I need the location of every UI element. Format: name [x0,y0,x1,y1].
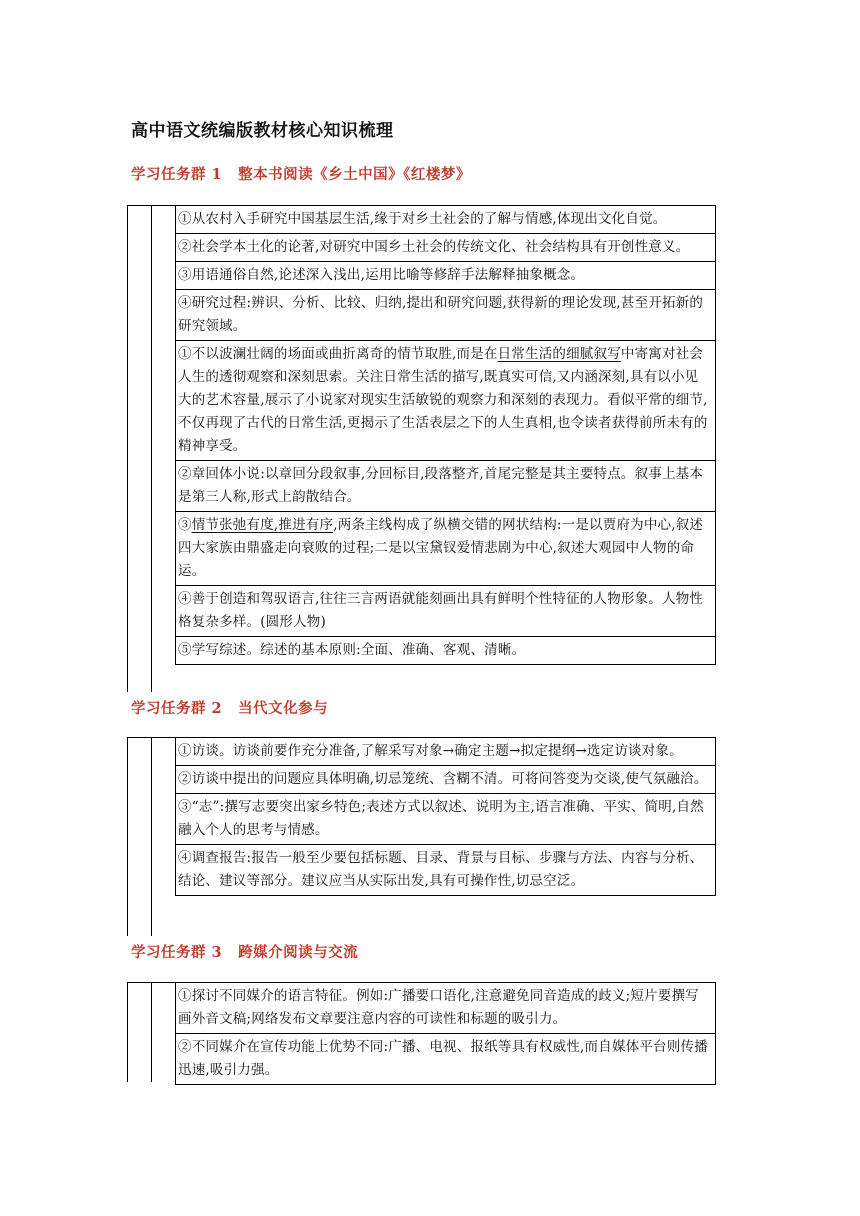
table-row: ③情节张弛有度,推进有序,两条主线构成了纵横交错的网状结构:一是以贾府为中心,叙述四大家族由鼎盛走向衰败的过程;二是以宝黛钗爱情悲剧为中心,叙述大观园中人物的命运。 [176,511,715,585]
table-row: ①探讨不同媒介的语言特征。例如:广播要口语化,注意避免同音造成的歧义;短片要撰写画外音文稿;网络发布文章要注意内容的可读性和标题的吸引力。 [178,988,699,1027]
table-row: ①从农村入手研究中国基层生活,缘于对乡土社会的了解与情感,体现出文化自觉。 [178,211,667,227]
table-row: ②访谈中提出的问题应具体明确,切忌笼统、含糊不清。可将问答变为交谈,使气氛融洽。 [176,765,715,793]
page-title: 高中语文统编版教材核心知识梳理 [131,121,394,141]
section-heading-2 [131,697,328,718]
table-row: ②章回体小说:以章回分段叙事,分回标目,段落整齐,首尾完整是其主要特点。叙事上基本是第三人称,形式上韵散结合。 [176,460,715,511]
table-row: ②不同媒介在宣传功能上优势不同:广播、电视、报纸等具有权威性,而自媒体平台则传播迅速,吸引力强。 [176,1033,715,1084]
knowledge-table-1 [127,205,716,692]
section-number: 学习任务群 1 [131,166,223,183]
underlined-phrase: 情节张弛有度,推进有序 [191,517,334,533]
table-row: ④善于创造和驾驭语言,往往三言两语就能刻画出具有鲜明个性特征的人物形象。人物性格复杂多样。(圆形人物) [176,585,715,636]
table-row: ④研究过程:辨识、分析、比较、归纳,提出和研究问题,获得新的理论发现,甚至开拓新的研究领域。 [176,289,715,340]
section-number: 学习任务群 3 [131,944,223,961]
knowledge-table-3 [127,982,716,1082]
table-row: ⑤学写综述。综述的基本原则:全面、准确、客观、清晰。 [176,636,715,664]
section-name: 当代文化参与 [238,700,329,717]
underlined-phrase: 日常生活的细腻叙写 [497,346,621,362]
section-number: 学习任务群 2 [131,700,223,717]
table-row: ③“志”:撰写志要突出家乡特色;表述方式以叙述、说明为主,语言准确、平实、简明,自然融入个人的思考与情感。 [176,793,715,844]
table-row: ③用语通俗自然,论述深入浅出,运用比喻等修辞手法解释抽象概念。 [176,261,715,289]
section-name: 跨媒介阅读与交流 [238,944,359,961]
section-heading-3 [131,941,358,962]
table-row: ②社会学本土化的论著,对研究中国乡土社会的传统文化、社会结构具有开创性意义。 [176,233,715,261]
knowledge-table-2 [127,737,716,936]
table-row: ④调查报告:报告一般至少要包括标题、目录、背景与目标、步骤与方法、内容与分析、结论、建议等部分。建议应当从实际出发,具有可操作性,切忌空泛。 [176,844,715,895]
table-row: ①访谈。访谈前要作充分准备,了解采写对象→确定主题→拟定提纲→选定访谈对象。 [178,743,683,759]
section-name: 整本书阅读《乡土中国》《红楼梦》 [238,166,471,183]
section-heading-1 [131,163,471,184]
table-row: ①不以波澜壮阔的场面或曲折离奇的情节取胜,而是在日常生活的细腻叙写中寄寓对社会人生的透彻观察和深刻思索。关注日常生活的描写,既真实可信,又内涵深刻,具有以小见大的艺术容量,展示了小说家对现实生活敏锐的观察力和深刻的表现力。看似平常的细节,不仅再现了古代的日常生活,更揭示了生活表层之下的人生真相,也令读者获得前所未有的精神享受。 [176,340,715,460]
